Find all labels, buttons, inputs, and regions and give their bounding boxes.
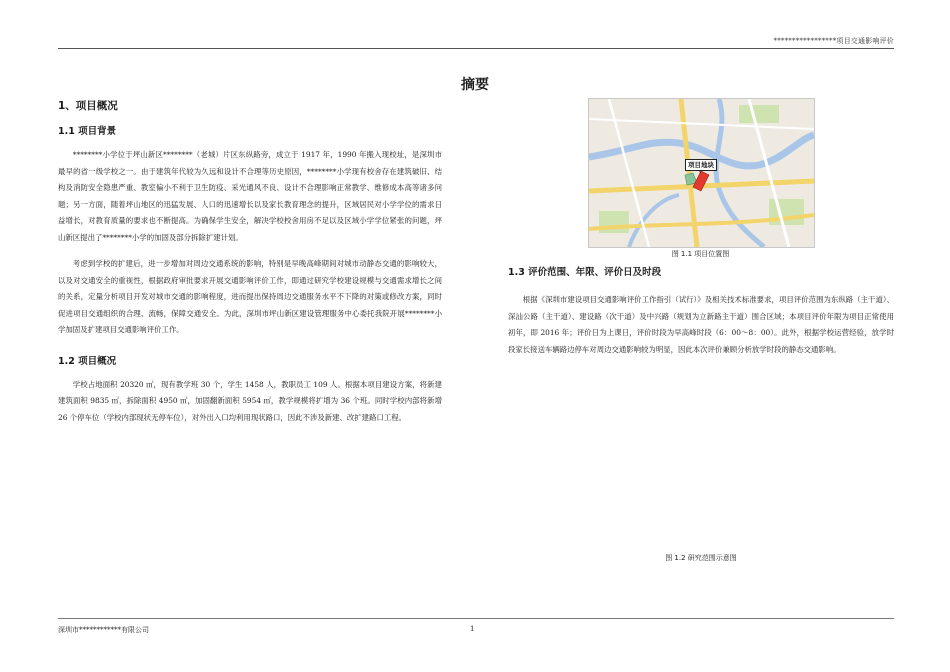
background-paragraph-2: 考虑到学校的扩建后，进一步增加对周边交通系统的影响，特别是早晚高峰期间对城市动静态交通的影响较大，以及对交通安全的重视性，根据政府审批要求开展交通影响评价工作，即通过研究学校建设规模与交通需求增长之间的关系，定量分析项目开发对城市交通的影响程度，进而提出保持周边交通服务水平不下降的对策或修改方案，同时促进项目交通组织的合理、流畅，保障交通安全。为此，深圳市坪山新区建设管理服务中心委托我院开展********小学加固及扩建项目交通影响评价工作。 — [58, 259, 442, 334]
subsection-heading-scope: 1.3 评价范围、年限、评价日及时段 — [508, 267, 662, 278]
left-column — [58, 98, 442, 436]
project-overview-paragraph: 学校占地面积 20320 ㎡，现有教学班 30 个，学生 1458 人，教职员工 109 人。根据本项目建设方案，将新建建筑面积 9835 ㎡，拆除面积 4950 ㎡，加固翻新面积 5954 ㎡，教学规模将扩增为 36 个班。同时学校内部将新增 26 个停车位（学校内部现状无停车位），对外出入口均利用现状路口，因此不涉及新建、改扩建路口工程。 — [58, 379, 442, 422]
background-paragraph-1: ********小学位于坪山新区********（老城）片区东纵路旁，成立于 1917 年，1990 年搬入现校址，是深圳市最早的省一级学校之一。由于建筑年代较为久远和设计不合理等历史原因，********小学现有校舍存在建筑破旧、结构及消防安全隐患严重、教室偏小不利于卫生防疫、采光通风不良、设计不合理影响正常教学、维修成本高等诸多问题；另一方面，随着坪山地区的迅猛发展、人口的迅速增长以及家长教育理念的提升，区域居民对小学学位的需求日益增长，对教育质量的要求也不断提高。为确保学生安全，解决学校校舍用房不足以及区域小学学位紧张的问题，坪山新区提出了********小学的加固及部分拆除扩建计划。 — [58, 150, 442, 242]
scope-paragraph: 根据《深圳市建设项目交通影响评价工作指引（试行）》及相关技术标准要求，项目评价范围为东纵路（主干道）、深汕公路（主干道）、建设路（次干道）及中兴路（规划为立新路主干道）围合区域；本项目评价年限为项目正常使用初年，即 2016 年；评价日为上课日，评价时段为早高峰时段（6：00～8：00）。此外，根据学校运营经验，放学时段家长接送车辆路边停车对周边交通影响较为明显，因此本次评价兼顾分析放学时段的静态交通影响。 — [508, 295, 894, 354]
page-title: 摘要 — [461, 77, 489, 93]
map-graphic — [589, 99, 814, 247]
figure-1-caption: 图 1.1 项目位置图 — [671, 250, 730, 258]
project-site-label: 项目地块 — [685, 159, 717, 171]
subsection-heading-background: 1.1 项目背景 — [58, 126, 117, 137]
header-rule — [58, 48, 894, 49]
project-location-map — [588, 98, 815, 248]
footer-rule — [58, 618, 894, 619]
page-header-title: *****************项目交通影响评价 — [773, 37, 894, 45]
section-heading-overview: 1、项目概况 — [58, 100, 118, 112]
subsection-heading-project-overview: 1.2 项目概况 — [58, 355, 117, 367]
figure-2-caption: 图 1.2 研究范围示意图 — [665, 554, 737, 562]
footer-company: 深圳市************有限公司 — [58, 626, 149, 634]
page-number: 1 — [470, 625, 475, 633]
